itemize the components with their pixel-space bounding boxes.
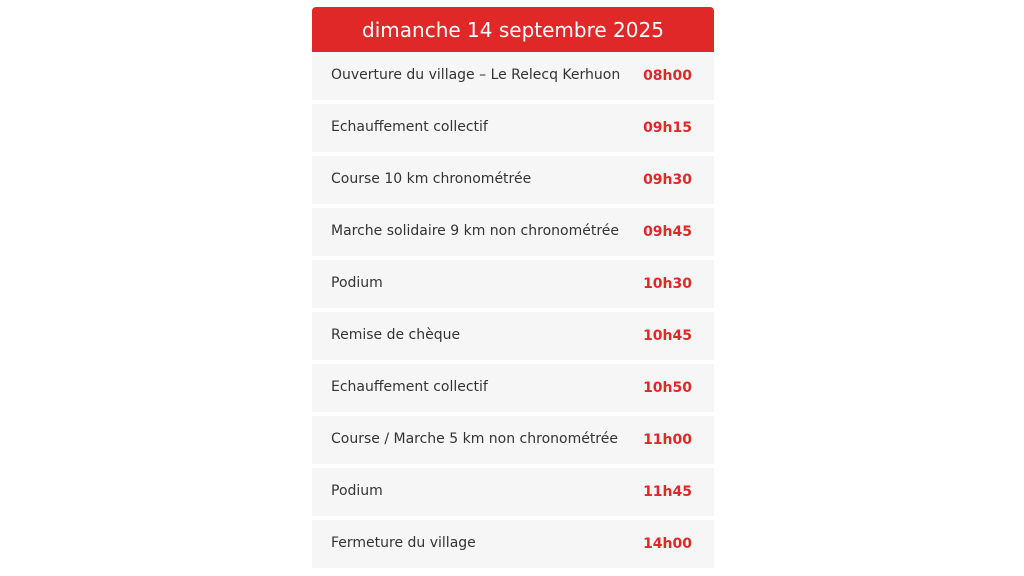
event-time: 09h15 [643,120,692,136]
schedule-row [312,364,714,412]
schedule-date: dimanche 14 septembre 2025 [362,17,664,42]
event-label: Remise de chèque [331,327,461,343]
event-time: 10h45 [643,328,692,344]
event-label: Echauffement collectif [331,379,488,395]
schedule-row [312,520,714,568]
schedule-row [312,416,714,464]
event-time: 08h00 [643,68,692,84]
schedule-row [312,52,714,100]
event-label: Fermeture du village [331,535,476,551]
schedule-date-header [312,7,714,52]
schedule-row [312,208,714,256]
event-time: 10h50 [643,380,692,396]
event-label: Podium [331,483,383,499]
event-time: 09h45 [643,224,692,240]
schedule-row [312,156,714,204]
schedule-row [312,312,714,360]
event-label: Podium [331,275,383,291]
event-label: Echauffement collectif [331,119,488,135]
schedule-row [312,468,714,516]
event-label: Ouverture du village – Le Relecq Kerhuon [331,67,621,83]
schedule-row [312,260,714,308]
event-label: Course 10 km chronométrée [331,171,532,187]
schedule-row [312,104,714,152]
event-time: 09h30 [643,172,692,188]
event-label: Course / Marche 5 km non chronométrée [331,431,618,447]
event-label: Marche solidaire 9 km non chronométrée [331,223,619,239]
schedule-list [312,52,714,568]
event-time: 14h00 [643,536,692,552]
event-time: 11h00 [643,432,692,448]
event-time: 10h30 [643,276,692,292]
schedule-card [312,7,714,568]
event-time: 11h45 [643,484,692,500]
